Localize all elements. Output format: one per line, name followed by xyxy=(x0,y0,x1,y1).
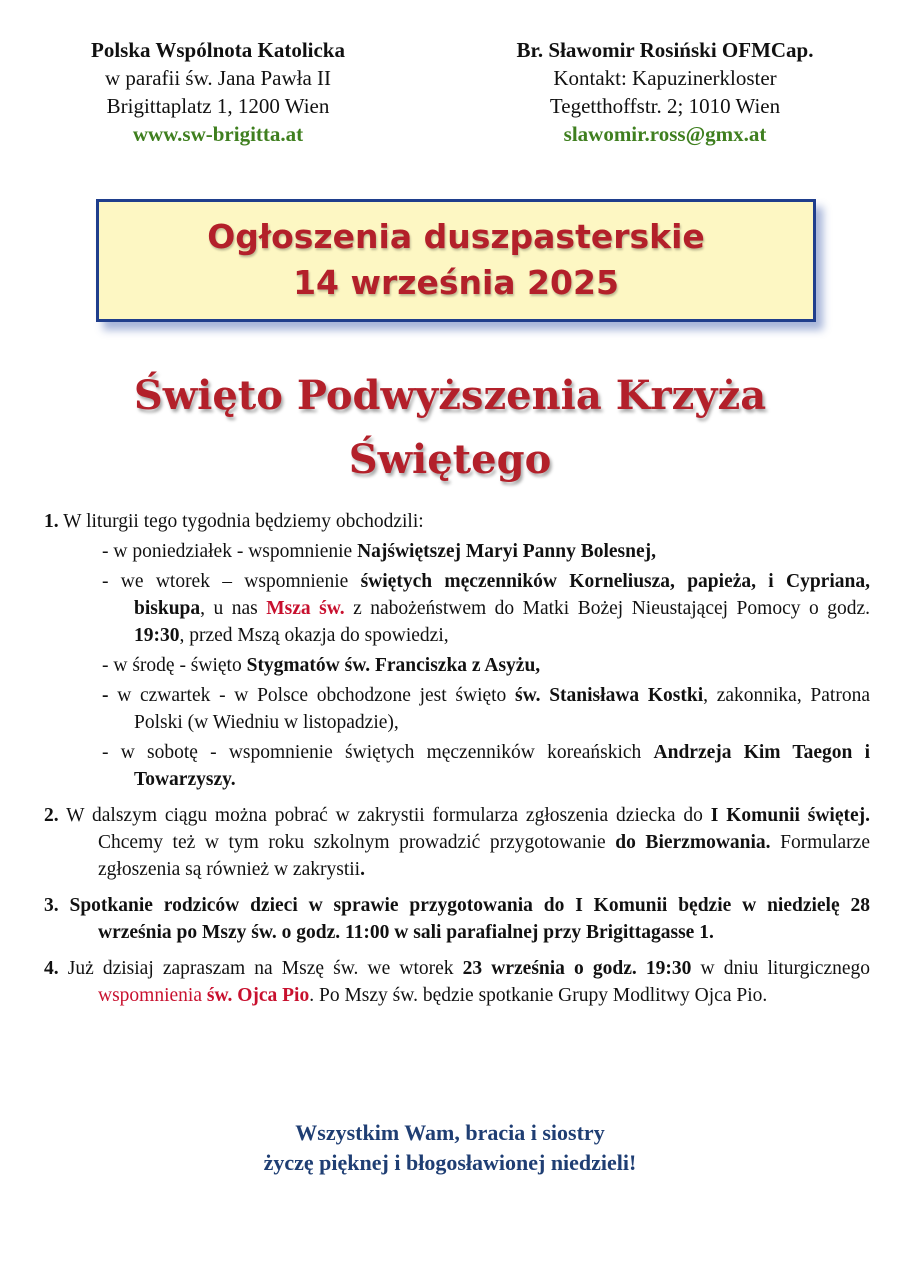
day-text: - we wtorek – wspomnienie xyxy=(102,571,361,592)
parish-address: Brigittaplatz 1, 1200 Wien xyxy=(106,94,330,118)
announcements-date: 14 września 2025 xyxy=(293,263,619,302)
day-text: , zakonnika, Patrona Polski (w Wiedniu w listopadzie), xyxy=(134,685,870,733)
mass-highlight: Msza św. xyxy=(266,598,345,619)
day-feast: Najświętszej Maryi Panny Bolesnej, xyxy=(357,541,657,562)
mass-time: 19:30 xyxy=(134,625,180,646)
item-text: w dniu liturgicznego xyxy=(691,958,871,979)
week-day-monday xyxy=(102,538,870,565)
feast-heading-line2: Świętego xyxy=(348,436,552,483)
week-day-thursday xyxy=(102,682,870,736)
priest-name: Br. Sławomir Rosiński OFMCap. xyxy=(516,38,814,62)
parish-website-link[interactable]: www.sw-brigitta.at xyxy=(132,122,304,146)
item-number: 3. xyxy=(44,895,59,916)
announcements-list xyxy=(44,508,870,1009)
contact-label: Kontakt: Kapuzinerkloster xyxy=(553,66,777,90)
item-emphasis: do Bierzmowania. xyxy=(615,832,771,853)
week-day-wednesday xyxy=(102,652,870,679)
closing-greeting xyxy=(150,1118,750,1178)
feast-heading xyxy=(60,364,840,492)
item-red-emphasis: św. Ojca Pio xyxy=(206,985,310,1006)
item-text: Już dzisiaj zapraszam na Mszę św. we wtorek xyxy=(67,958,463,979)
day-text: - w sobotę - wspomnienie świętych męczenników koreańskich xyxy=(102,742,654,763)
bullet-dash: - xyxy=(102,685,109,706)
item-number: 4. xyxy=(44,958,59,979)
day-text: z nabożeństwem do Matki Bożej Nieustającej Pomocy o godz. xyxy=(344,598,870,619)
announcements-title-box xyxy=(96,199,816,322)
contact-email-link[interactable]: slawomir.ross@gmx.at xyxy=(563,122,767,146)
parish-header xyxy=(38,36,398,148)
item-number: 1. xyxy=(44,511,59,532)
closing-line2: życzę pięknej i błogosławionej niedzieli! xyxy=(263,1150,637,1175)
day-text: - w poniedziałek - wspomnienie xyxy=(102,541,358,562)
item-text: Chcemy też w tym roku szkolnym prowadzić przygotowanie xyxy=(98,832,616,853)
announcement-3 xyxy=(44,892,870,946)
closing-line1: Wszystkim Wam, bracia i siostry xyxy=(295,1120,605,1145)
day-text: - w środę - święto xyxy=(102,655,247,676)
contact-header xyxy=(470,36,860,148)
announcement-4 xyxy=(44,955,870,1009)
item-text: Formularze zgłoszenia są również w zakrystii xyxy=(98,832,870,880)
feast-heading-line1: Święto Podwyższenia Krzyża xyxy=(133,372,767,419)
item-period: . xyxy=(360,859,365,880)
contact-address: Tegetthoffstr. 2; 1010 Wien xyxy=(549,94,781,118)
announcements-title: Ogłoszenia duszpasterskie xyxy=(207,217,705,256)
item-text: Spotkanie rodziców dzieci w sprawie przygotowania do I Komunii będzie w niedzielę 28 września po Mszy św. o godz. 11:00 w sali parafialnej przy Brigittagasse 1. xyxy=(69,895,870,943)
day-text: , przed Mszą okazja do spowiedzi, xyxy=(179,625,449,646)
day-feast: Stygmatów św. Franciszka z Asyżu, xyxy=(246,655,541,676)
announcement-1 xyxy=(44,508,870,535)
announcement-2 xyxy=(44,802,870,883)
item-text: W liturgii tego tygodnia będziemy obchodzili: xyxy=(63,511,424,532)
day-feast: świętych męczenników Korneliusza, papieża, i Cypriana, biskupa xyxy=(134,571,870,619)
item-emphasis: 23 września o godz. 19:30 xyxy=(462,958,692,979)
item-text: W dalszym ciągu można pobrać w zakrystii formularza zgłoszenia dziecka do xyxy=(66,805,711,826)
community-name: Polska Wspólnota Katolicka xyxy=(91,38,345,62)
item-text: . Po Mszy św. będzie spotkanie Grupy Modlitwy Ojca Pio. xyxy=(309,985,768,1006)
day-feast: św. Stanisława Kostki xyxy=(515,685,704,706)
day-feast: Andrzeja Kim Taegon i Towarzyszy. xyxy=(134,742,871,790)
item-number: 2. xyxy=(44,805,59,826)
item-red-text: wspomnienia xyxy=(98,985,207,1006)
item-emphasis: I Komunii świętej. xyxy=(710,805,871,826)
week-day-tuesday xyxy=(102,568,870,649)
day-text: , u nas xyxy=(200,598,267,619)
parish-name: w parafii św. Jana Pawła II xyxy=(104,66,332,90)
week-day-saturday xyxy=(102,739,870,793)
day-text: w czwartek - w Polsce obchodzone jest święto xyxy=(108,685,516,706)
